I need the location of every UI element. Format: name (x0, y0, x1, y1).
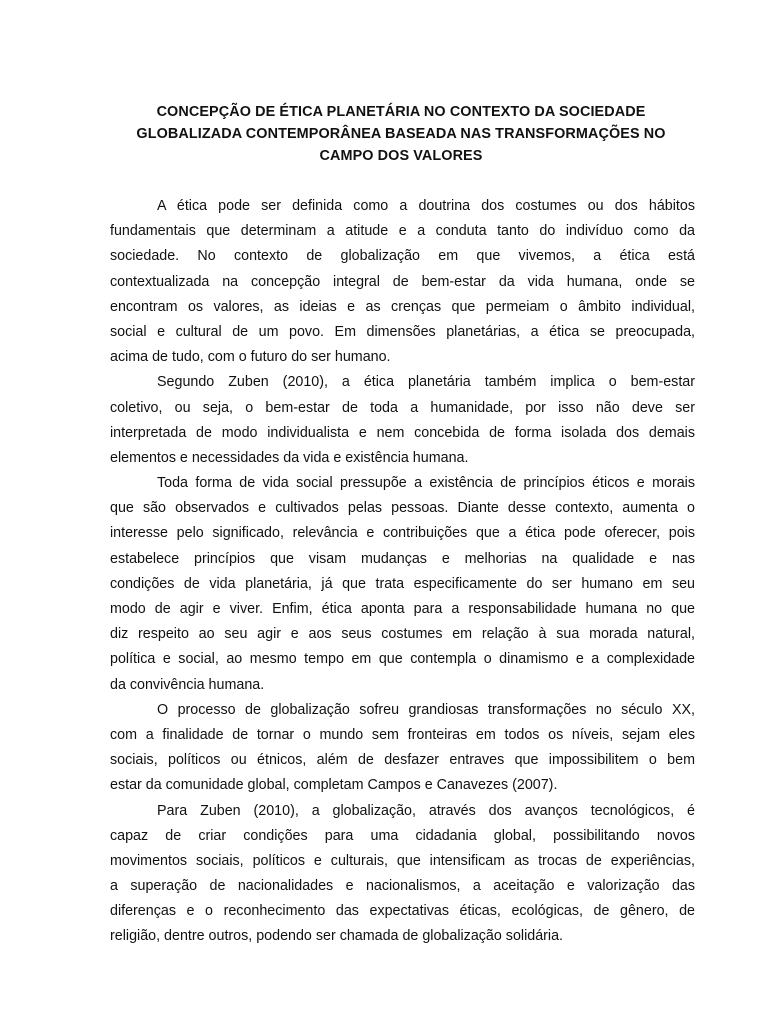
title-line-1: CONCEPÇÃO DE ÉTICA PLANETÁRIA NO CONTEXTO DA SOCIEDADE (156, 104, 646, 120)
paragraph-3-line-6: modo de agir e viver. Enfim, ética aponta para a responsabilidade humana no que (110, 601, 695, 617)
paragraph-3-line-3: interesse pelo significado, relevância e contribuições que a ética pode oferecer, pois (110, 525, 695, 542)
paragraph-5-line-3: movimentos sociais, políticos e culturais, que intensificam as trocas de experiências, (110, 852, 695, 869)
paragraph-1-line-7: acima de tudo, com o futuro do ser humano. (110, 349, 391, 366)
paragraph-2-line-3: interpretada de modo individualista e nem concebida de forma isolada dos demais (110, 424, 695, 441)
paragraph-5-line-1: Para Zuben (2010), a globalização, através dos avanços tecnológicos, é (157, 802, 695, 819)
paragraph-2-line-2: coletivo, ou seja, o bem-estar de toda a humanidade, por isso não deve ser (110, 399, 695, 416)
paragraph-3-line-2: que são observados e cultivados pelas pessoas. Diante desse contexto, aumenta o (110, 500, 695, 517)
document-body (110, 194, 695, 950)
paragraph-2-line-4: elementos e necessidades da vida e existência humana. (110, 449, 469, 466)
paragraph-3-line-1: Toda forma de vida social pressupõe a existência de princípios éticos e morais (157, 475, 695, 492)
paragraph-1-line-2: fundamentais que determinam a atitude e a conduta tanto do indivíduo como da (110, 223, 695, 240)
paragraph-4-line-2: com a finalidade de tornar o mundo sem fronteiras em todos os níveis, sejam eles (110, 726, 695, 743)
paragraph-3-line-4: estabelece princípios que visam mudanças e melhorias na qualidade e nas (110, 550, 695, 567)
paragraph-4-line-3: sociais, políticos ou étnicos, além de desfazer entraves que impossibilitem o bem (110, 752, 695, 769)
paragraph-1-line-5: encontram os valores, as ideias e as crenças que permeiam o âmbito individual, (110, 298, 695, 315)
paragraph-5-line-2: capaz de criar condições para uma cidadania global, possibilitando novos (110, 827, 695, 844)
paragraph-5-line-4: a superação de nacionalidades e nacionalismos, a aceitação e valorização das (110, 878, 695, 895)
paragraph-1-line-6: social e cultural de um povo. Em dimensões planetárias, a ética se preocupada, (110, 323, 695, 340)
paragraph-5-line-5: diferenças e o reconhecimento das expectativas éticas, ecológicas, de gênero, de (110, 903, 695, 920)
paragraph-1-line-3: sociedade. No contexto de globalização em que vivemos, a ética está (110, 248, 695, 265)
paragraph-3-line-5: condições de vida planetária, já que trata especificamente do ser humano em seu (110, 575, 695, 592)
title-line-2: GLOBALIZADA CONTEMPORÂNEA BASEADA NAS TRANSFORMAÇÕES NO (136, 126, 666, 142)
document-title (108, 101, 694, 167)
paragraph-3-line-7: diz respeito ao seu agir e aos seus costumes em relação à sua morada natural, (110, 626, 695, 643)
paragraph-4-line-4: estar da comunidade global, completam Campos e Canavezes (2007). (110, 777, 558, 794)
title-line-3: CAMPO DOS VALORES (319, 148, 483, 164)
paragraph-1-line-4: contextualizada na concepção integral de bem-estar da vida humana, onde se (110, 273, 695, 290)
paragraph-1-line-1: A ética pode ser definida como a doutrina dos costumes ou dos hábitos (157, 198, 695, 214)
paragraph-3-line-9: da convivência humana. (110, 676, 265, 693)
paragraph-5-line-6: religião, dentre outros, podendo ser chamada de globalização solidária. (110, 928, 564, 945)
paragraph-2-line-1: Segundo Zuben (2010), a ética planetária também implica o bem-estar (157, 374, 695, 391)
paragraph-4-line-1: O processo de globalização sofreu grandiosas transformações no século XX, (157, 701, 695, 718)
paragraph-3-line-8: política e social, ao mesmo tempo em que contempla o dinamismo e a complexidade (110, 651, 695, 668)
